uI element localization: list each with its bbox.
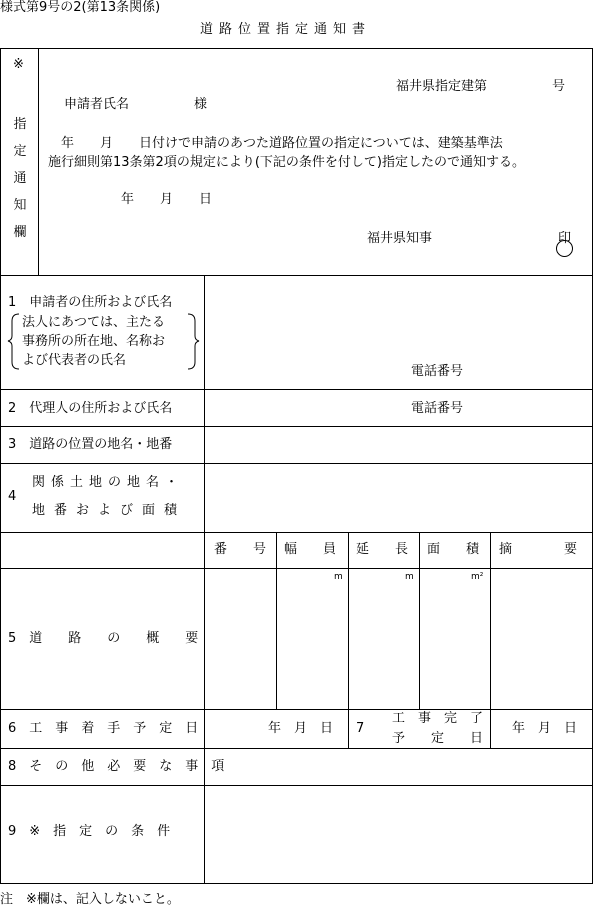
col-header-width: 幅 員	[284, 542, 337, 557]
row7-number: 7	[356, 721, 365, 736]
row1-note-line-1: 法人にあつては、主たる	[22, 315, 166, 330]
row1-address-field[interactable]	[205, 276, 592, 388]
road-number-field[interactable]	[205, 569, 275, 708]
col-header-remarks: 摘 要	[499, 542, 578, 557]
notice-date: 年 月 日	[121, 192, 213, 207]
applicant-name-line: 申請者氏名 様	[64, 97, 208, 112]
row6-date[interactable]: 年 月 日	[268, 721, 334, 736]
row3-location-field[interactable]	[205, 427, 592, 462]
row3-label: 3 道路の位置の地名・地番	[8, 437, 173, 452]
row4-label-line-2: 地番および面積	[32, 503, 187, 518]
unit-width: m	[334, 572, 343, 582]
row8-other-field[interactable]	[205, 749, 592, 784]
road-length-field[interactable]	[349, 569, 418, 708]
side-label-char: 通	[13, 171, 27, 186]
row2-phone-label: 電話番号	[411, 401, 464, 416]
row1-note-line-2: 事務所の所在地、名称お	[22, 334, 166, 349]
col-header-number: 番 号	[214, 542, 267, 557]
footer-note: 注 ※欄は、記入しないこと。	[0, 892, 180, 907]
row9-label: 9 ※ 指 定 の 条 件	[8, 824, 171, 839]
row5-label: 5 道 路 の 概 要	[8, 631, 199, 646]
seal-label: 印	[558, 231, 572, 246]
road-width-field[interactable]	[277, 569, 347, 708]
form-label: 様式第9号の2(第13条関係)	[0, 0, 161, 15]
row4-land-field[interactable]	[205, 464, 592, 531]
document-number: 福井県指定建第 号	[396, 79, 566, 94]
seal-circle-icon	[556, 240, 573, 257]
row1-phone-label: 電話番号	[411, 364, 464, 379]
row7-date[interactable]: 年 月 日	[512, 721, 578, 736]
row4-number: 4	[8, 489, 17, 504]
unit-area: m²	[471, 572, 484, 582]
row1-label: 1 申請者の住所および氏名	[8, 295, 173, 310]
row1-note-line-3: よび代表者の氏名	[22, 353, 127, 368]
row6-label: 6 工 事 着 手 予 定 日	[8, 721, 199, 736]
row7-label-line-2: 予 定 日	[392, 731, 484, 746]
notice-divider	[38, 48, 39, 276]
col-header-length: 延 長	[356, 542, 409, 557]
row7-label-line-1: 工 事 完 了	[392, 711, 484, 726]
side-label-char: 指	[13, 117, 27, 132]
notice-body-line-1: 年 月 日付けで申請のあつた道路位置の指定については、建築基準法	[48, 136, 503, 151]
row2-address-field[interactable]	[205, 390, 592, 425]
col-header-area: 面 積	[427, 542, 480, 557]
document-title: 道路位置指定通知書	[200, 22, 372, 37]
row4-label-line-1: 関係土地の地名・	[32, 475, 185, 490]
notice-body-line-2: 施行細則第13条第2項の規定により(下記の条件を付して)指定したので通知する。	[48, 155, 525, 170]
notice-mark: ※	[13, 57, 24, 72]
road-remarks-field[interactable]	[491, 569, 592, 708]
notice-side-label	[12, 118, 28, 253]
road-area-field[interactable]	[420, 569, 489, 708]
row8-label: 8 そ の 他 必 要 な 事 項	[8, 759, 225, 774]
issuer-name: 福井県知事	[367, 231, 433, 246]
side-label-char: 知	[13, 198, 27, 213]
side-label-char: 定	[13, 144, 27, 159]
unit-length: m	[405, 572, 414, 582]
row9-conditions-field[interactable]	[205, 786, 592, 883]
row2-label: 2 代理人の住所および氏名	[8, 401, 173, 416]
side-label-char: 欄	[13, 225, 27, 240]
